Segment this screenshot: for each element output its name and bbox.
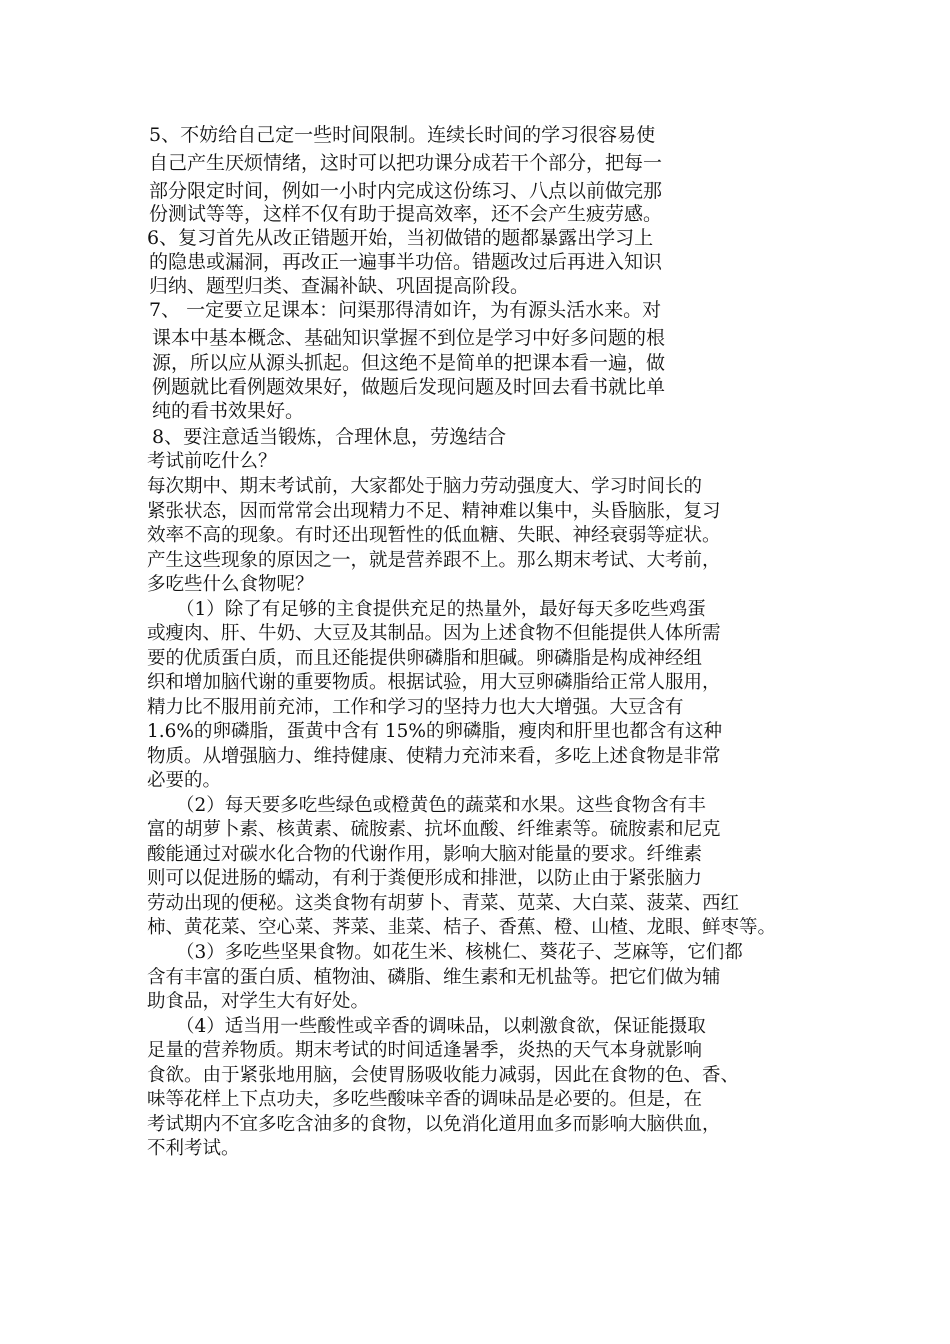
tip-7-line-2: 课本中基本概念、基础知识掌握不到位是学习中好多问题的根: [152, 327, 666, 349]
tip-7-line-5: 纯的看书效果好。: [152, 400, 305, 422]
tip-6-line-1: 6、复习首先从改正错题开始，当初做错的题都暴露出学习上: [147, 227, 654, 249]
intro-line-5: 多吃些什么食物呢？: [147, 574, 314, 595]
para-3-line-2: 含有丰富的蛋白质、植物油、磷脂、维生素和无机盐等。把它们做为辅: [147, 967, 721, 988]
para-4-line-6: 不利考试。: [147, 1138, 240, 1159]
para-1-line-3: 要的优质蛋白质，而且还能提供卵磷脂和胆碱。卵磷脂是构成神经组: [147, 648, 703, 669]
tip-7-line-3: 源，所以应从源头抓起。但这绝不是简单的把课本看一遍，做: [152, 352, 666, 374]
para-1-line-4: 织和增加脑代谢的重要物质。根据试验，用大豆卵磷脂给正常人服用，: [147, 672, 721, 693]
intro-line-3: 效率不高的现象。有时还出现暂性的低血糖、失眠、神经衰弱等症状。: [147, 525, 721, 546]
intro-line-2: 紧张状态，因而常常会出现精力不足、精神难以集中，头昏脑胀，复习: [147, 501, 721, 522]
para-1-line-7: 物质。从增强脑力、维持健康、使精力充沛来看，多吃上述食物是非常: [147, 746, 721, 767]
intro-line-1: 每次期中、期末考试前，大家都处于脑力劳动强度大、学习时间长的: [147, 476, 703, 497]
para-4-line-4: 味等花样上下点功夫，多吃些酸味辛香的调味品是必要的。但是，在: [147, 1089, 703, 1110]
para-2-line-2: 富的胡萝卜素、核黄素、硫胺素、抗坏血酸、纤维素等。硫胺素和尼克: [147, 819, 721, 840]
tip-7-line-1: 7、 一定要立足课本：问渠那得清如许，为有源头活水来。对: [149, 299, 662, 321]
para-4-line-3: 食欲。由于紧张地用脑，会使胃肠吸收能力减弱，因此在食物的色、香、: [147, 1065, 740, 1086]
intro-line-4: 产生这些现象的原因之一，就是营养跟不上。那么期末考试、大考前，: [147, 550, 721, 571]
para-1-line-5: 精力比不服用前充沛，工作和学习的坚持力也大大增强。大豆含有: [147, 697, 684, 718]
article-title: 考试前吃什么？: [147, 451, 277, 472]
para-1-line-6: 1.6%的卵磷脂，蛋黄中含有 15%的卵磷脂，瘦肉和肝里也都含有这种: [147, 721, 723, 742]
tip-5-line-2: 自己产生厌烦情绪，这时可以把功课分成若干个部分，把每一: [149, 152, 663, 174]
tip-5-line-1: 5、不妨给自己定一些时间限制。连续长时间的学习很容易使: [149, 124, 656, 146]
tip-7-line-4: 例题就比看例题效果好，做题后发现问题及时回去看书就比单: [152, 376, 666, 398]
tip-6-line-2: 的隐患或漏洞，再改正一遍事半功倍。错题改过后再进入知识: [149, 251, 663, 273]
para-4-line-5: 考试期内不宜多吃含油多的食物，以免消化道用血多而影响大脑供血，: [147, 1114, 721, 1135]
para-1-line-1: （1）除了有足够的主食提供充足的热量外，最好每天多吃些鸡蛋: [176, 599, 706, 620]
para-1-line-8: 必要的。: [147, 770, 222, 791]
tip-5-line-4: 份测试等等，这样不仅有助于提高效率，还不会产生疲劳感。: [149, 203, 663, 225]
para-2-line-4: 则可以促进肠的蠕动，有利于粪便形成和排泄，以防止由于紧张脑力: [147, 868, 703, 889]
para-3-line-1: （3）多吃些坚果食物。如花生米、核桃仁、葵花子、芝麻等，它们都: [176, 942, 743, 963]
para-1-line-2: 或瘦肉、肝、牛奶、大豆及其制品。因为上述食物不但能提供人体所需: [147, 623, 721, 644]
para-2-line-5: 劳动出现的便秘。这类食物有胡萝卜、青菜、苋菜、大白菜、菠菜、西红: [147, 893, 740, 914]
tip-8: 8、要注意适当锻炼，合理休息，劳逸结合: [152, 426, 507, 448]
para-4-line-2: 足量的营养物质。期末考试的时间适逢暑季，炎热的天气本身就影响: [147, 1040, 703, 1061]
tip-6-line-3: 归纳、题型归类、查漏补缺、巩固提高阶段。: [149, 275, 530, 297]
para-2-line-3: 酸能通过对碳水化合物的代谢作用，影响大脑对能量的要求。纤维素: [147, 844, 703, 865]
para-2-line-6: 柿、黄花菜、空心菜、荠菜、韭菜、桔子、香蕉、橙、山楂、龙眼、鲜枣等。: [147, 917, 777, 938]
para-4-line-1: （4）适当用一些酸性或辛香的调味品，以刺激食欲，保证能摄取: [176, 1016, 706, 1037]
tip-5-line-3: 部分限定时间，例如一小时内完成这份练习、八点以前做完那: [149, 180, 663, 202]
para-2-line-1: （2）每天要多吃些绿色或橙黄色的蔬菜和水果。这些食物含有丰: [176, 795, 706, 816]
para-3-line-3: 助食品，对学生大有好处。: [147, 991, 370, 1012]
